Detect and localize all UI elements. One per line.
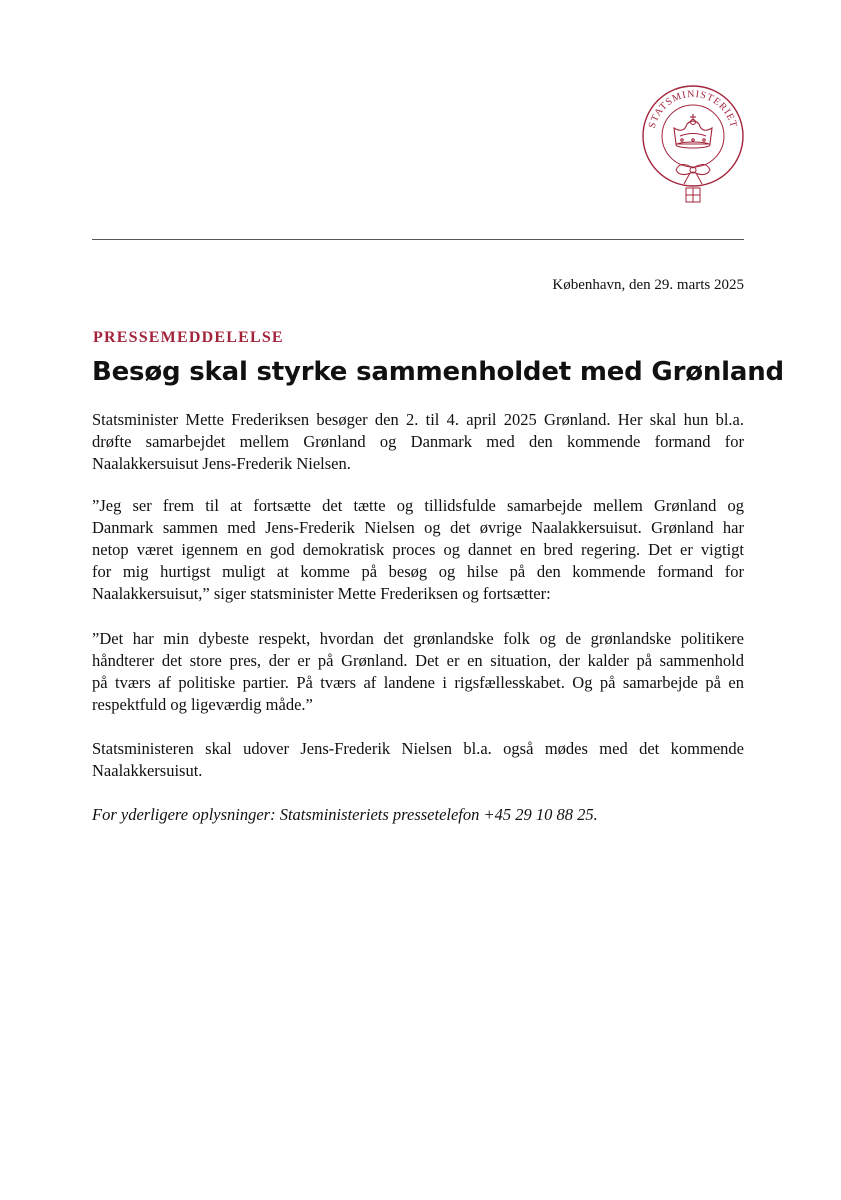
dateline: København, den 29. marts 2025	[552, 277, 744, 293]
text-line: Naalakkersuisut.	[92, 761, 203, 780]
crown-icon	[674, 114, 712, 148]
text-line: For yderligere oplysninger: Statsministeriets pressetelefon +45 29 10 88 25.	[92, 805, 598, 824]
text-line: Statsminister Mette Frederiksen besøger den 2. til 4. april 2025 Grønland. Her skal hun bl.a.	[92, 410, 744, 429]
paragraph-intro	[92, 409, 744, 475]
text-line: for mig hurtigst muligt at komme på besøg og hilse på den kommende formand for	[92, 562, 744, 581]
ribbon-bow-icon	[676, 164, 710, 184]
press-release-label: PRESSEMEDDELELSE	[93, 329, 284, 346]
svg-text:STATSMINISTERIET	[647, 89, 739, 130]
text-line: Statsministeren skal udover Jens-Frederik Nielsen bl.a. også mødes med det kommende	[92, 739, 744, 758]
order-badge-icon	[686, 188, 700, 202]
text-line: ”Det har min dybeste respekt, hvordan det grønlandske folk og de grønlandske politikere	[92, 629, 744, 648]
text-line: ”Jeg ser frem til at fortsætte det tætte og tillidsfulde samarbejde mellem Grønland og	[92, 496, 744, 515]
text-line: drøfte samarbejdet mellem Grønland og Danmark med den kommende formand for	[92, 432, 744, 451]
headline: Besøg skal styrke sammenholdet med Grønland	[92, 357, 784, 387]
paragraph-meetings	[92, 738, 744, 782]
text-line: respektfuld og ligeværdig måde.”	[92, 695, 313, 714]
header-divider	[92, 239, 744, 240]
paragraph-quote-2	[92, 628, 744, 716]
text-line: netop været igennem en god demokratisk proces og dannet en bred regering. Det er vigtigt	[92, 540, 744, 559]
text-line: Danmark sammen med Jens-Frederik Nielsen og det øvrige Naalakkersuisut. Grønland har	[92, 518, 744, 537]
text-line: på tværs af politiske partier. På tværs af landene i rigsfællesskabet. Og på samarbejde på en	[92, 673, 744, 692]
text-line: Naalakkersuisut Jens-Frederik Nielsen.	[92, 454, 351, 473]
text-line: håndterer det store pres, der er på Grønland. Det er en situation, der kalder på sammenhold	[92, 651, 744, 670]
statsministeriet-seal-logo	[640, 84, 746, 210]
seal-text: STATSMINISTERIET	[646, 88, 740, 130]
paragraph-quote-1	[92, 495, 744, 605]
text-line: Naalakkersuisut,” siger statsminister Mette Frederiksen og fortsætter:	[92, 584, 551, 603]
contact-info	[92, 804, 744, 826]
